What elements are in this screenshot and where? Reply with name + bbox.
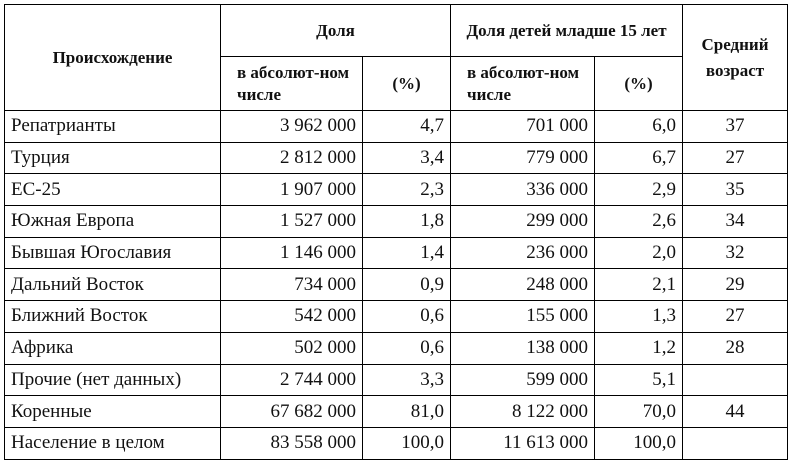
median-age-cell <box>683 364 788 396</box>
share-absolute-cell: 1 907 000 <box>221 174 363 206</box>
children-absolute-cell: 11 613 000 <box>451 427 595 459</box>
header-row-top <box>5 5 788 57</box>
median-age-header: Средний возраст <box>683 5 788 111</box>
children-percent-cell: 6,7 <box>595 142 683 174</box>
children-absolute-cell: 779 000 <box>451 142 595 174</box>
children-absolute-cell: 599 000 <box>451 364 595 396</box>
children-absolute-cell: 248 000 <box>451 269 595 301</box>
children-percent-cell: 2,6 <box>595 206 683 238</box>
median-age-cell: 29 <box>683 269 788 301</box>
share-percent-cell: 0,9 <box>363 269 451 301</box>
table-row <box>5 111 788 143</box>
children-absolute-cell: 299 000 <box>451 206 595 238</box>
share-percent-cell: 1,4 <box>363 237 451 269</box>
population-origin-table <box>4 4 788 460</box>
origin-cell: Африка <box>5 332 221 364</box>
share-header: Доля <box>221 5 451 57</box>
origin-cell: Прочие (нет данных) <box>5 364 221 396</box>
children-absolute-cell: 8 122 000 <box>451 396 595 428</box>
share-percent-cell: 0,6 <box>363 301 451 333</box>
share-percent-cell: 1,8 <box>363 206 451 238</box>
table-row <box>5 332 788 364</box>
children-percent-cell: 2,9 <box>595 174 683 206</box>
share-absolute-cell: 2 812 000 <box>221 142 363 174</box>
children-share-header: Доля детей младше 15 лет <box>451 5 683 57</box>
children-absolute-cell: 155 000 <box>451 301 595 333</box>
share-absolute-cell: 542 000 <box>221 301 363 333</box>
children-absolute-cell: 701 000 <box>451 111 595 143</box>
median-age-cell: 28 <box>683 332 788 364</box>
table-row <box>5 206 788 238</box>
share-absolute-header: в абсолют-ном числе <box>221 57 363 111</box>
share-percent-cell: 4,7 <box>363 111 451 143</box>
share-percent-cell: 3,4 <box>363 142 451 174</box>
median-age-cell: 27 <box>683 142 788 174</box>
median-age-cell <box>683 427 788 459</box>
share-percent-header: (%) <box>363 57 451 111</box>
origin-header: Происхождение <box>5 5 221 111</box>
children-percent-cell: 1,2 <box>595 332 683 364</box>
children-percent-cell: 2,1 <box>595 269 683 301</box>
children-percent-cell: 2,0 <box>595 237 683 269</box>
median-age-cell: 44 <box>683 396 788 428</box>
median-age-cell: 35 <box>683 174 788 206</box>
share-absolute-cell: 734 000 <box>221 269 363 301</box>
origin-cell: ЕС-25 <box>5 174 221 206</box>
share-percent-cell: 3,3 <box>363 364 451 396</box>
origin-cell: Бывшая Югославия <box>5 237 221 269</box>
table-row <box>5 396 788 428</box>
origin-cell: Население в целом <box>5 427 221 459</box>
table-row <box>5 237 788 269</box>
table-body <box>5 111 788 460</box>
share-absolute-cell: 2 744 000 <box>221 364 363 396</box>
share-absolute-cell: 3 962 000 <box>221 111 363 143</box>
table-row <box>5 364 788 396</box>
share-absolute-cell: 67 682 000 <box>221 396 363 428</box>
children-percent-cell: 5,1 <box>595 364 683 396</box>
share-absolute-cell: 502 000 <box>221 332 363 364</box>
children-percent-cell: 100,0 <box>595 427 683 459</box>
origin-cell: Репатрианты <box>5 111 221 143</box>
share-percent-cell: 0,6 <box>363 332 451 364</box>
children-percent-cell: 1,3 <box>595 301 683 333</box>
share-absolute-cell: 83 558 000 <box>221 427 363 459</box>
children-absolute-cell: 336 000 <box>451 174 595 206</box>
median-age-cell: 37 <box>683 111 788 143</box>
share-absolute-cell: 1 146 000 <box>221 237 363 269</box>
origin-cell: Ближний Восток <box>5 301 221 333</box>
share-percent-cell: 100,0 <box>363 427 451 459</box>
children-percent-cell: 70,0 <box>595 396 683 428</box>
origin-cell: Коренные <box>5 396 221 428</box>
median-age-cell: 27 <box>683 301 788 333</box>
table-row <box>5 427 788 459</box>
table-row <box>5 174 788 206</box>
origin-cell: Дальний Восток <box>5 269 221 301</box>
children-percent-cell: 6,0 <box>595 111 683 143</box>
share-absolute-cell: 1 527 000 <box>221 206 363 238</box>
children-absolute-cell: 236 000 <box>451 237 595 269</box>
table-row <box>5 269 788 301</box>
table-row <box>5 301 788 333</box>
origin-cell: Южная Европа <box>5 206 221 238</box>
origin-cell: Турция <box>5 142 221 174</box>
median-age-cell: 32 <box>683 237 788 269</box>
table-row <box>5 142 788 174</box>
median-age-cell: 34 <box>683 206 788 238</box>
share-percent-cell: 2,3 <box>363 174 451 206</box>
children-percent-header: (%) <box>595 57 683 111</box>
children-absolute-header: в абсолют-ном числе <box>451 57 595 111</box>
children-absolute-cell: 138 000 <box>451 332 595 364</box>
share-percent-cell: 81,0 <box>363 396 451 428</box>
